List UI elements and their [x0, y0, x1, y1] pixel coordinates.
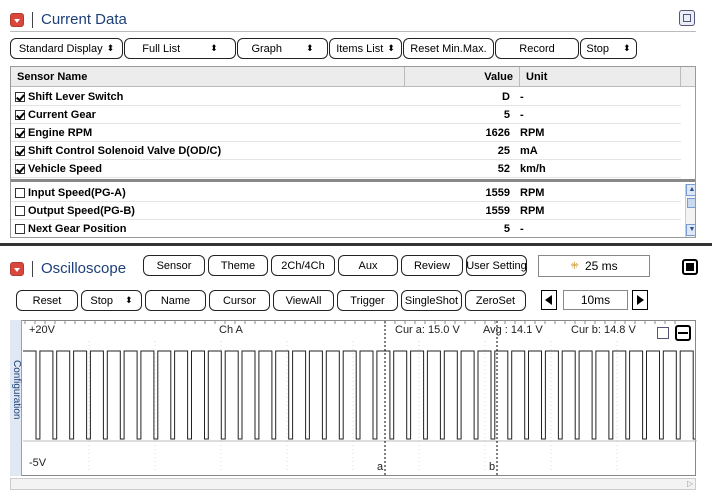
scroll-down-icon[interactable]: ▼ [686, 224, 696, 236]
sensor-name-cell [11, 163, 401, 175]
right-arrow-icon [637, 295, 644, 305]
y-max-label: +20V [29, 324, 55, 336]
timebase-display: 10ms [563, 290, 628, 310]
sensor-name-cell [11, 205, 401, 217]
stop-label: Stop [586, 42, 610, 55]
table-row[interactable] [11, 184, 681, 202]
table-row[interactable] [11, 142, 681, 160]
cursor-b-reading: Cur b: 14.8 V [571, 324, 636, 336]
name-button[interactable]: Name [145, 290, 206, 311]
column-header-unit[interactable]: Unit [520, 67, 681, 87]
items-list-label: Items List [336, 42, 384, 55]
column-header-value[interactable]: Value [405, 67, 520, 87]
row-checkbox[interactable] [15, 206, 25, 216]
record-button[interactable]: Record [495, 38, 579, 59]
sample-rate-value: 25 ms [585, 259, 618, 273]
sensor-name: Current Gear [28, 108, 96, 121]
sensor-name: Shift Control Solenoid Valve D(OD/C) [28, 144, 222, 157]
cursor-a-label: a [377, 461, 384, 473]
scroll-up-icon[interactable]: ▲ [686, 184, 696, 196]
oscilloscope-title: Oscilloscope [41, 260, 127, 277]
pinned-divider [11, 179, 696, 182]
table-row[interactable] [11, 220, 681, 238]
sensor-name: Shift Lever Switch [28, 90, 124, 103]
singleshot-button[interactable]: SingleShot [401, 290, 462, 311]
window-restore-icon[interactable] [679, 10, 695, 26]
scope-stop-label: Stop [90, 294, 114, 307]
row-checkbox[interactable] [15, 128, 25, 138]
sensor-value: 5 [503, 222, 510, 235]
sensor-name: Input Speed(PG-A) [28, 186, 126, 199]
sensor-value: 1559 [485, 204, 510, 217]
table-row[interactable] [11, 88, 681, 106]
row-checkbox[interactable] [15, 110, 25, 120]
sensor-unit: mA [520, 144, 538, 157]
cursor-b-label: b [489, 461, 496, 473]
timebase-decrease-button[interactable] [541, 290, 557, 310]
cursor-a-reading: Cur a: 15.0 V [395, 324, 460, 336]
header-separator [32, 12, 33, 28]
scope-stop-select[interactable] [81, 290, 142, 311]
y-min-label: -5V [29, 457, 47, 469]
scroll-right-icon[interactable]: ▷ [687, 479, 694, 488]
updown-icon: ⬍ [306, 43, 314, 53]
review-button[interactable]: Review [401, 255, 463, 276]
section-splitter[interactable] [0, 243, 712, 246]
channels-button[interactable]: 2Ch/4Ch [271, 255, 335, 276]
sensor-value: 1559 [485, 186, 510, 199]
sensor-name-cell [11, 91, 401, 103]
sensor-name: Next Gear Position [28, 222, 127, 235]
sensor-table [10, 66, 696, 238]
sensor-name: Vehicle Speed [28, 162, 102, 175]
updown-icon: ⬍ [106, 43, 115, 53]
column-header-spacer [681, 67, 696, 87]
table-row[interactable] [11, 124, 681, 142]
divider [10, 31, 696, 32]
sensor-button[interactable]: Sensor [143, 255, 205, 276]
row-checkbox[interactable] [15, 224, 25, 234]
column-header-name[interactable]: Sensor Name [11, 67, 405, 87]
sensor-value: 1626 [485, 126, 510, 139]
configuration-tab-label: Configuration [11, 360, 22, 420]
table-row[interactable] [11, 202, 681, 220]
sensor-name-cell [11, 127, 401, 139]
collapse-oscilloscope-button[interactable] [10, 262, 24, 276]
stop-square-icon[interactable] [682, 259, 698, 275]
items-list-select[interactable] [329, 38, 402, 59]
sensor-value: D [502, 90, 510, 103]
channel-checkbox-icon[interactable] [657, 327, 669, 339]
scroll-thumb[interactable] [687, 198, 696, 208]
sensor-value: 5 [503, 108, 510, 121]
theme-button[interactable]: Theme [208, 255, 268, 276]
sensor-value: 52 [497, 162, 510, 175]
waveform-trace [23, 351, 695, 439]
channel-label: Ch A [219, 324, 243, 336]
header-separator [32, 261, 33, 277]
table-row[interactable] [11, 106, 681, 124]
updown-icon: ⬍ [623, 43, 631, 53]
average-reading: Avg : 14.1 V [483, 324, 543, 336]
sensor-name-cell [11, 109, 401, 121]
standard-display-label: Standard Display [18, 42, 103, 55]
sensor-value: 25 [497, 144, 510, 157]
row-checkbox[interactable] [15, 92, 25, 102]
sensor-unit: RPM [520, 186, 545, 199]
row-checkbox[interactable] [15, 188, 25, 198]
cursor-button[interactable]: Cursor [209, 290, 270, 311]
configuration-tab[interactable] [10, 320, 22, 476]
row-checkbox[interactable] [15, 164, 25, 174]
graph-label: Graph [251, 42, 283, 55]
updown-icon: ⬍ [387, 43, 395, 53]
row-checkbox[interactable] [15, 146, 25, 156]
updown-icon: ⬍ [210, 43, 218, 53]
full-list-select[interactable] [124, 38, 236, 59]
sensor-unit: - [520, 108, 524, 121]
timebase-increase-button[interactable] [632, 290, 648, 310]
sensor-unit: km/h [520, 162, 546, 175]
current-data-title: Current Data [41, 11, 127, 28]
current-data-header [10, 11, 127, 28]
updown-icon: ⬍ [125, 295, 133, 305]
sensor-unit: - [520, 90, 524, 103]
table-scrollbar[interactable] [685, 184, 696, 238]
stop-select[interactable] [580, 38, 637, 59]
viewall-button[interactable]: ViewAll [273, 290, 334, 311]
reset-minmax-button[interactable]: Reset Min.Max. [403, 38, 494, 59]
sensor-name-cell [11, 223, 401, 235]
sensor-name: Output Speed(PG-B) [28, 204, 135, 217]
full-list-label: Full List [142, 42, 181, 55]
zeroset-button[interactable]: ZeroSet [465, 290, 526, 311]
sensor-unit: RPM [520, 126, 545, 139]
user-setting-button[interactable]: User Setting [466, 255, 527, 276]
left-arrow-icon [545, 295, 552, 305]
collapse-current-data-button[interactable] [10, 13, 24, 27]
sample-rate-icon: ꔰ [570, 260, 579, 272]
oscilloscope-plot[interactable] [10, 320, 696, 476]
scope-horizontal-scrollbar[interactable] [10, 478, 696, 490]
sensor-unit: - [520, 222, 524, 235]
reset-button[interactable]: Reset [16, 290, 78, 311]
aux-button[interactable]: Aux [338, 255, 398, 276]
sample-rate-display [538, 255, 650, 277]
standard-display-select[interactable] [10, 38, 123, 59]
graph-select[interactable] [237, 38, 328, 59]
oscilloscope-header [10, 260, 126, 277]
sensor-name-cell [11, 145, 401, 157]
split-view-icon[interactable] [675, 325, 691, 341]
table-row[interactable] [11, 160, 681, 178]
trigger-button[interactable]: Trigger [337, 290, 398, 311]
waveform-svg [11, 321, 697, 477]
sensor-name-cell [11, 187, 401, 199]
sensor-name: Engine RPM [28, 126, 93, 139]
sensor-unit: RPM [520, 204, 545, 217]
